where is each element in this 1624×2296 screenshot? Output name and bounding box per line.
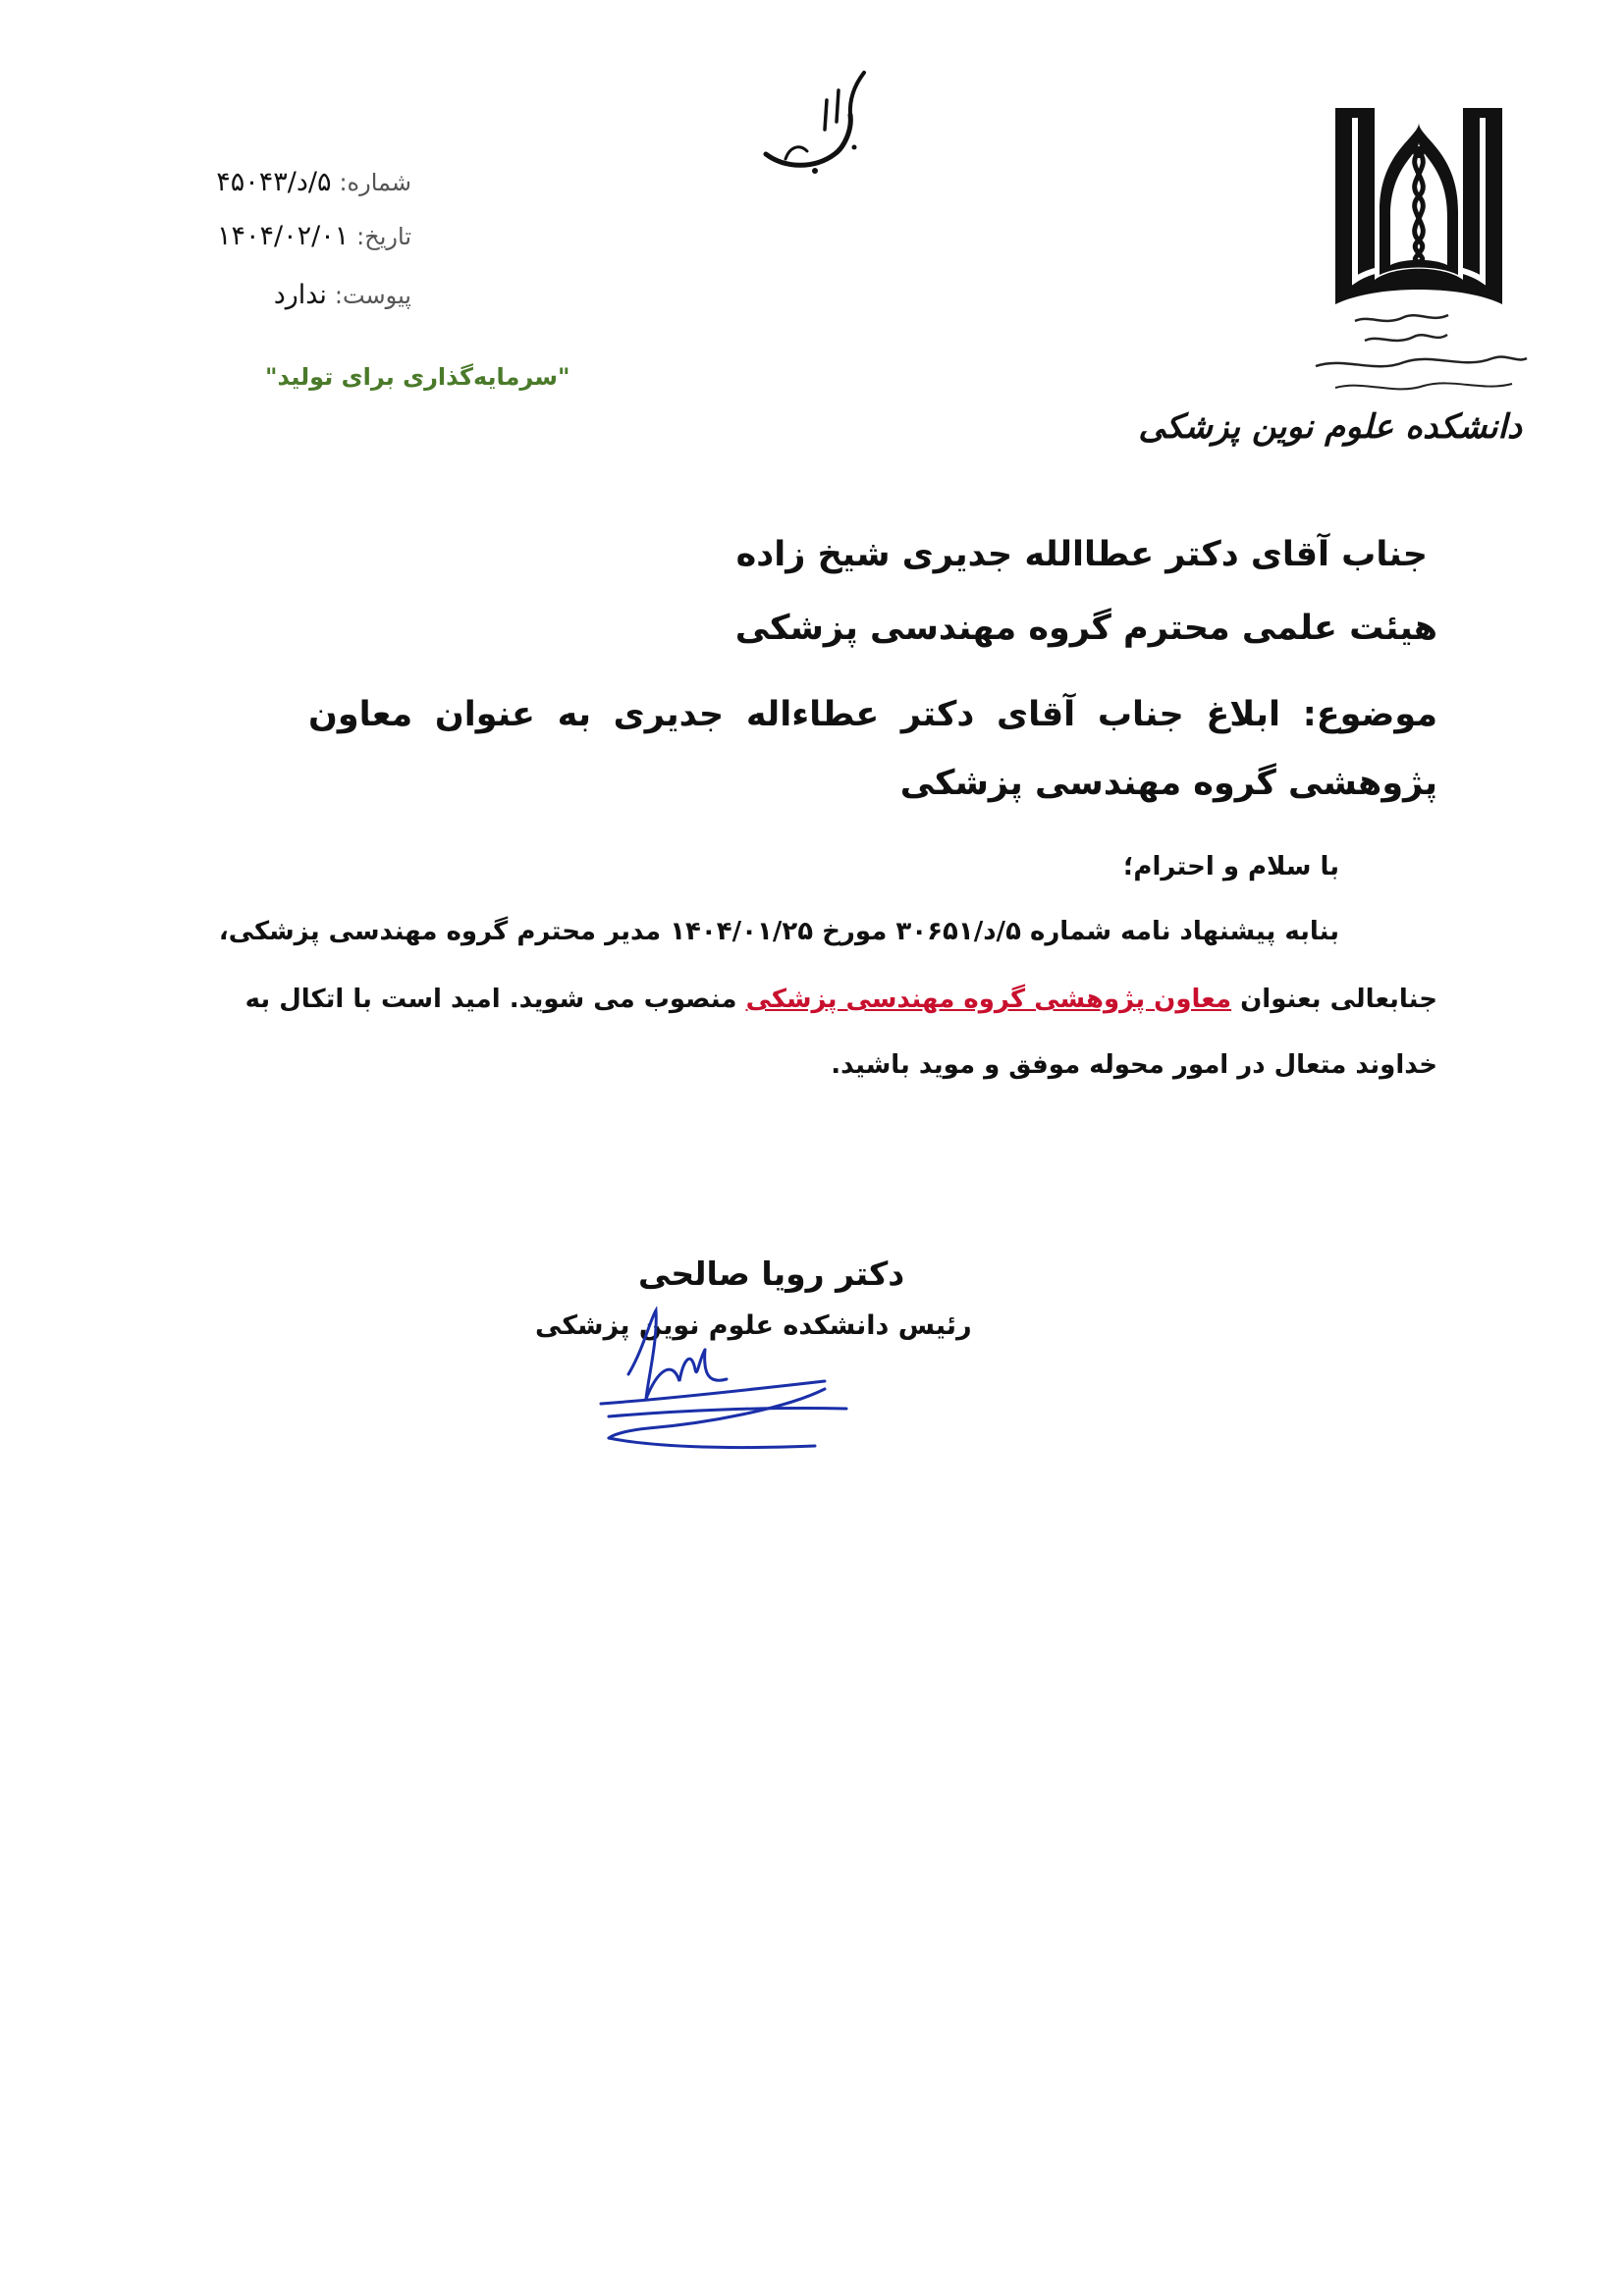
body-line-1: بنابه پیشنهاد نامه شماره ۵/د/۳۰۶۵۱ مورخ ۱۴۰۴/۰۱/۲۵ مدیر محترم گروه مهندسی پزشکی، [218,917,1339,946]
letter-date-value: ۱۴۰۴/۰۲/۰۱ [216,221,350,251]
letter-attachment [274,280,411,310]
body-line-2-prefix: جنابعالی بعنوان [1240,985,1437,1014]
letter-attachment-label: پیوست: [334,282,411,309]
greeting: با سلام و احترام؛ [1122,852,1339,881]
organization-name: دانشکده علوم نوین پزشکی [1138,407,1522,447]
year-slogan: "سرمایه‌گذاری برای تولید" [265,363,570,391]
letter-date [217,221,411,251]
letter-number-label: شماره: [339,169,411,196]
letter-number [216,167,411,197]
appointed-position: معاون پژوهشی گروه مهندسی پزشکی [745,985,1232,1014]
letter-subject: موضوع: ابلاغ جناب آقای دکتر عطاءاله جدیری به عنوان معاون پژوهشی گروه مهندسی پزشکی [308,695,1437,803]
letter-date-label: تاریخ: [356,223,411,250]
body-line-2-suffix: منصوب می شوید. امید است با اتکال به [244,985,737,1014]
recipient-role: هیئت علمی محترم گروه مهندسی پزشکی [734,609,1437,648]
letter-attachment-value: ندارد [273,280,327,310]
body-line-3: خداوند متعال در امور محوله موفق و موید باشید. [831,1050,1437,1080]
university-emblem-icon [1326,93,1512,314]
signatory-name: دکتر رویا صالحی [638,1255,905,1293]
handwritten-signature [589,1291,854,1463]
signatory-title: رئیس دانشکده علوم نوین پزشکی [535,1310,972,1341]
handwritten-logo-text [1168,309,1542,412]
body-line-2 [245,985,1437,1014]
university-logo-block [1138,93,1542,476]
letter-number-value: ۵/د/۴۵۰۴۳ [216,167,332,197]
recipient-name: جناب آقای دکتر عطاالله جدیری شیخ زاده [735,535,1428,574]
basmala-calligraphy [756,61,874,184]
